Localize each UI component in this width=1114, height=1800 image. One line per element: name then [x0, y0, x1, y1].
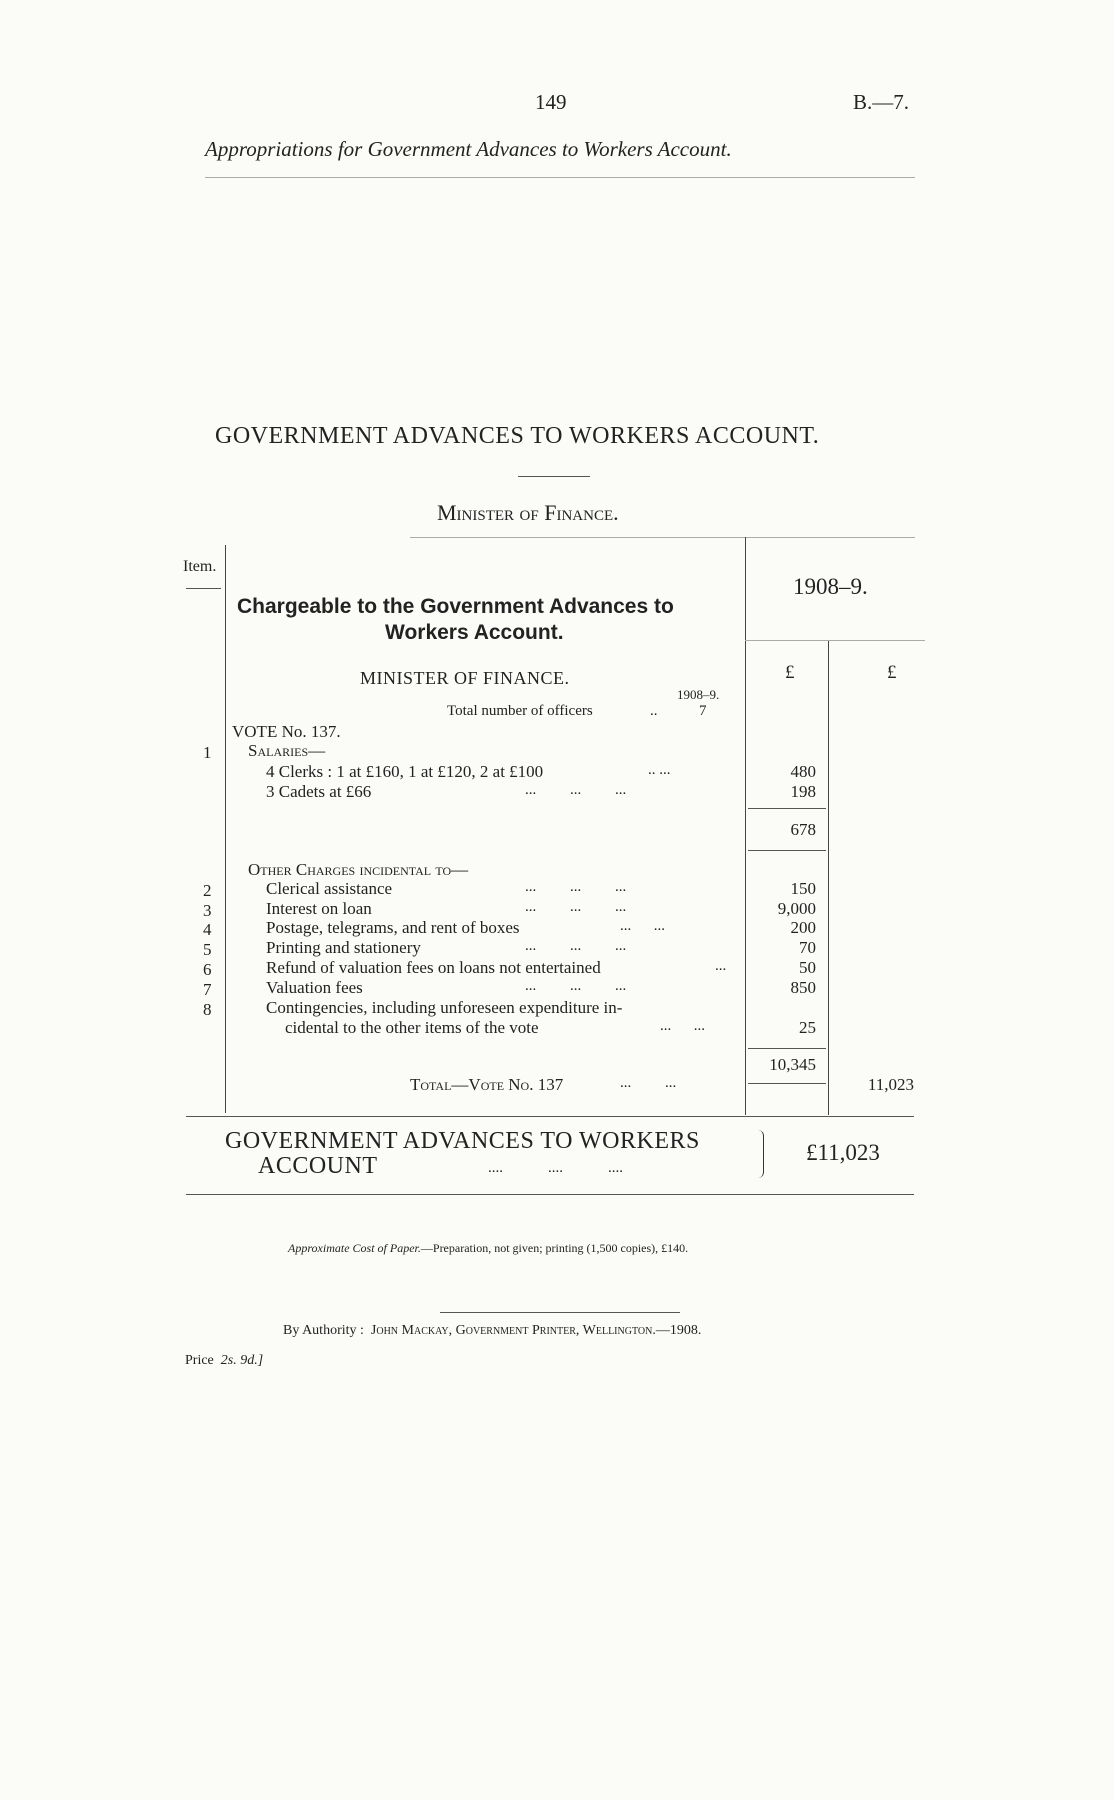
- header-rule: [205, 177, 915, 178]
- government-printer: John Mackay, Government Printer, Wellington.—1908.: [370, 1323, 702, 1338]
- charge-line-text: Printing and stationery: [266, 938, 421, 957]
- item-number: 7: [203, 980, 212, 999]
- table-top-rule: [410, 537, 915, 538]
- charge-line-dots: ... ... ...: [525, 879, 627, 895]
- summary-amount: £11,023: [806, 1140, 880, 1165]
- charge-line-amount: 9,000: [777, 899, 816, 918]
- item-number: 6: [203, 960, 212, 979]
- total-vote-amount: 11,023: [867, 1075, 914, 1094]
- amount-column-divider-left: [745, 537, 746, 1115]
- salary-line-dots: .. ...: [648, 762, 671, 778]
- total-vote-dots: ... ...: [620, 1075, 677, 1091]
- summary-brace: [756, 1130, 764, 1178]
- table-bottom-rule: [186, 1116, 914, 1117]
- salaries-bottom-rule: [748, 850, 826, 851]
- item-number: 3: [203, 901, 212, 920]
- salary-line-amount: 198: [790, 782, 816, 801]
- charge-line-amount: 850: [790, 978, 816, 997]
- charge-line-text: Refund of valuation fees on loans not entertained: [266, 958, 601, 977]
- charge-line-dots: ... ...: [620, 918, 665, 934]
- summary-dots: .... .... ....: [488, 1160, 623, 1176]
- chargeable-heading-line2: Workers Account.: [385, 621, 564, 644]
- item-number: 2: [203, 881, 212, 900]
- total-rule: [748, 1083, 826, 1084]
- item-column-divider: [225, 545, 226, 1113]
- charge-line-dots: ...: [715, 958, 727, 974]
- price-label: Price: [185, 1353, 214, 1368]
- summary-label-line2: ACCOUNT: [258, 1153, 378, 1179]
- main-title: GOVERNMENT ADVANCES TO WORKERS ACCOUNT.: [215, 423, 820, 449]
- authority-line: [283, 1323, 701, 1339]
- charge-line-text: Interest on loan: [266, 899, 372, 918]
- charge-line-text: Clerical assistance: [266, 879, 393, 898]
- item-number: 4: [203, 920, 212, 939]
- minister-heading: Minister of Finance.: [437, 500, 619, 525]
- charge-line-text: Valuation fees: [266, 978, 363, 997]
- item-header-rule: [186, 588, 221, 589]
- officers-label: Total number of officers: [447, 703, 593, 719]
- item-number: 8: [203, 1000, 212, 1019]
- other-charges-heading: Other Charges incidental to—: [248, 860, 469, 879]
- vote-label: VOTE No. 137.: [232, 722, 341, 741]
- running-title: Appropriations for Government Advances to Workers Account.: [205, 137, 732, 161]
- price-line: [185, 1353, 263, 1369]
- charge-line-amount: 25: [799, 1018, 816, 1037]
- item-number: 5: [203, 940, 212, 959]
- paper-cost-note: [288, 1241, 688, 1256]
- charge-line-amount: 150: [790, 879, 816, 898]
- year-header: 1908–9.: [793, 574, 868, 599]
- currency-symbol-2: £: [887, 662, 897, 683]
- charge-line-text: Postage, telegrams, and rent of boxes: [266, 918, 520, 937]
- summary-label-line1: GOVERNMENT ADVANCES TO WORKERS: [225, 1128, 700, 1154]
- salaries-subtotal: 678: [790, 820, 816, 839]
- other-charges-subtotal: 10,345: [769, 1055, 816, 1074]
- salary-line-amount: 480: [790, 762, 816, 781]
- authority-rule: [440, 1312, 680, 1313]
- charge-line-text-continued: cidental to the other items of the vote: [285, 1018, 539, 1037]
- price-value: 2s. 9d.]: [220, 1353, 264, 1368]
- officers-dots: ..: [650, 703, 658, 719]
- charge-line-amount: 200: [790, 918, 816, 937]
- title-rule: [518, 476, 590, 477]
- charge-line-text: Contingencies, including unforeseen expenditure in-: [266, 998, 623, 1017]
- authority-label: By Authority :: [283, 1323, 364, 1338]
- charge-line-amount: 70: [799, 938, 816, 957]
- salaries-heading: Salaries—: [248, 741, 326, 760]
- charge-line-dots: ... ... ...: [525, 978, 627, 994]
- salary-line-text: 4 Clerks : 1 at £160, 1 at £120, 2 at £100: [266, 762, 544, 781]
- page-number: 149: [535, 90, 567, 114]
- charge-line-dots: ... ...: [660, 1018, 705, 1034]
- salary-line-text: 3 Cadets at £66: [266, 782, 372, 801]
- salaries-subtotal-rule: [748, 808, 826, 809]
- sub-minister-heading: MINISTER OF FINANCE.: [360, 668, 570, 688]
- officers-year: 1908–9.: [677, 687, 720, 702]
- charge-line-amount: 50: [799, 958, 816, 977]
- document-reference: B.—7.: [853, 90, 910, 114]
- officers-count: 7: [699, 703, 707, 719]
- item-number: 1: [203, 743, 212, 762]
- item-column-header: Item.: [183, 558, 217, 575]
- year-header-rule: [745, 640, 925, 641]
- charge-line-dots: ... ... ...: [525, 899, 627, 915]
- summary-bottom-rule: [186, 1194, 914, 1195]
- currency-symbol-1: £: [785, 662, 795, 683]
- paper-cost-italic: Approximate Cost of Paper.: [288, 1241, 421, 1255]
- chargeable-heading-line1: Chargeable to the Government Advances to: [237, 595, 674, 618]
- amount-column-divider-mid: [828, 640, 829, 1115]
- salary-line-dots: ... ... ...: [525, 782, 627, 798]
- total-vote-label: Total—Vote No. 137: [410, 1075, 564, 1094]
- paper-cost-text: —Preparation, not given; printing (1,500 copies), £140.: [420, 1241, 689, 1255]
- other-charges-subtotal-rule: [748, 1048, 826, 1049]
- charge-line-dots: ... ... ...: [525, 938, 627, 954]
